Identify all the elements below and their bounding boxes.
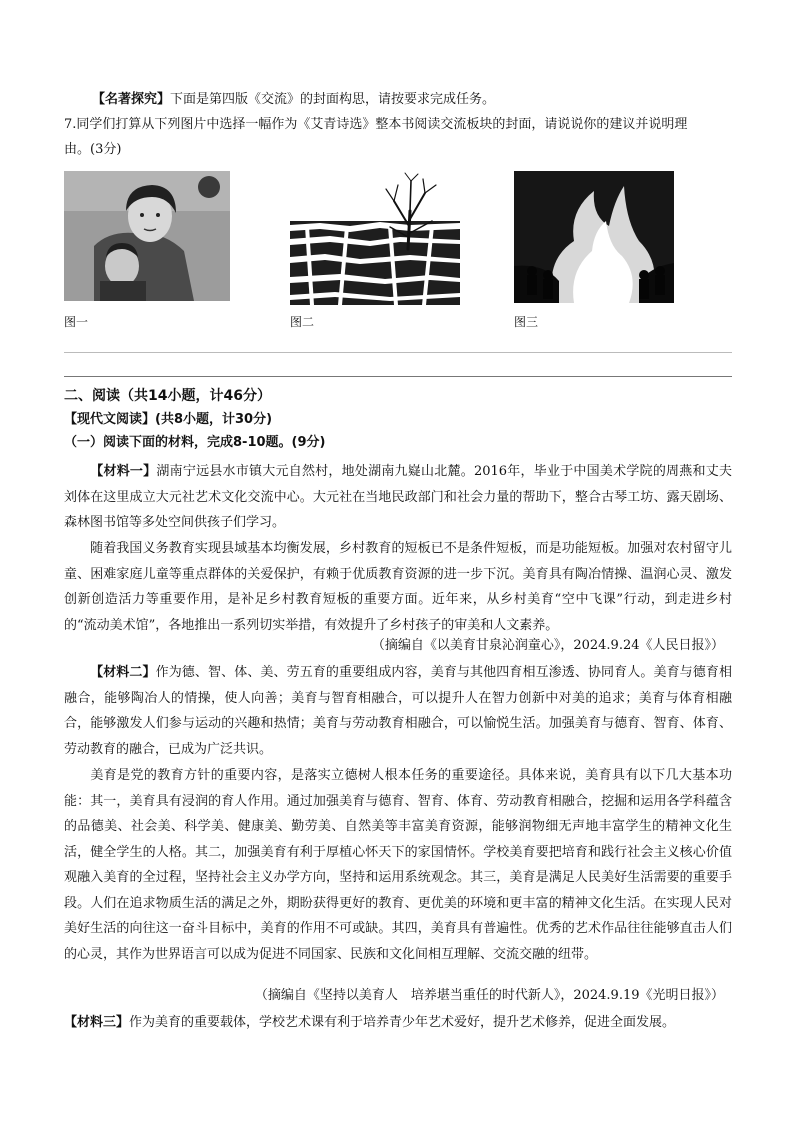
material-2-text-1: 作为德、智、体、美、劳五育的重要组成内容，美育与其他四育相互渗透、协同育人。美育与德育相融合，能够陶冶人的情操，使人向善；美育与智育相融合，可以提升人在智力创新中对美的追求；美育与体育相融合，能够激发人们参与运动的兴趣和热情；美育与劳动教育相融合，可以愉悦生活。加强美育与德育、智育、体育、劳动教育的融合，已成为广泛共识。 xyxy=(64,665,732,757)
q7-line-1: 7.同学们打算从下列图片中选择一幅作为《艾青诗选》整本书阅读交流板块的封面，请说说你的建议并说明理 xyxy=(64,117,688,132)
q7-line-2: 由。(3分) xyxy=(64,142,122,157)
section-title: 二、阅读（共14小题，计46分） xyxy=(64,388,271,404)
figure-2-image xyxy=(290,171,460,305)
material-3-paragraph-1 xyxy=(64,1010,732,1036)
q7-intro xyxy=(92,90,495,110)
figure-1-caption: 图一 xyxy=(64,315,89,329)
material-3-tag: 【材料三】 xyxy=(64,1015,130,1030)
figure-2-caption: 图二 xyxy=(290,315,315,329)
q7-intro-text: 下面是第四版《交流》的封面构思，请按要求完成任务。 xyxy=(170,92,496,107)
figure-3-image xyxy=(514,171,674,303)
part-1-heading: （一）阅读下面的材料，完成8-10题。(9分) xyxy=(64,435,326,450)
material-2-tag: 【材料二】 xyxy=(90,665,156,680)
material-1-paragraph-2 xyxy=(64,536,732,638)
material-1-text-1: 湖南宁远县水市镇大元自然村，地处湖南九嶷山北麓。2016年，毕业于中国美术学院的周燕和丈夫刘体在这里成立大元社艺术文化交流中心。大元社在当地民政部门和社会力量的帮助下，整合古琴工坊、露天剧场、森林图书馆等多处空间供孩子们学习。 xyxy=(64,464,732,530)
divider-1 xyxy=(64,352,732,353)
material-2-source: （摘编自《坚持以美育人 培养堪当重任的时代新人》，2024.9.19《光明日报》） xyxy=(254,988,724,1003)
q7-intro-tag: 【名著探究】 xyxy=(92,92,171,107)
figure-1-image xyxy=(64,171,230,301)
material-1-source: （摘编自《以美育甘泉沁润童心》，2024.9.24《人民日报》） xyxy=(371,638,724,653)
divider-2 xyxy=(64,376,732,377)
modern-reading-heading: 【现代文阅读】(共8小题，计30分) xyxy=(64,412,273,427)
material-1-tag: 【材料一】 xyxy=(90,464,157,479)
material-1-paragraph-1 xyxy=(64,459,732,536)
material-1-text-2: 随着我国义务教育实现县域基本均衡发展，乡村教育的短板已不是条件短板，而是功能短板。加强对农村留守儿童、困难家庭儿童等重点群体的关爱保护，有赖于优质教育资源的进一步下沉。美育具有陶冶情操、温润心灵、激发创新创造活力等重要作用，是补足乡村教育短板的重要方面。近年来，从乡村美育“空中飞课”行动，到走进乡村的“流动美术馆”，各地推出一系列切实举措，有效提升了乡村孩子的审美和人文素养。 xyxy=(64,541,732,633)
material-2-text-2: 美育是党的教育方针的重要内容，是落实立德树人根本任务的重要途径。具体来说，美育具有以下几大基本功能：其一，美育具有浸润的育人作用。通过加强美育与德育、智育、体育、劳动教育相融合，挖掘和运用各学科蕴含的品德美、社会美、科学美、健康美、勤劳美、自然美等丰富美育资源，能够润物细无声地丰富学生的精神文化生活，健全学生的人格。其二，加强美育有利于厚植心怀天下的家国情怀。学校美育要把培育和践行社会主义核心价值观融入美育的全过程，坚持社会主义办学方向，坚持和运用系统观念。其三，美育是满足人民美好生活需要的重要手段。人们在追求物质生活的满足之外，期盼获得更好的教育、更优美的环境和更丰富的精神文化生活。在实现人民对美好生活的向往这一奋斗目标中，美育的作用不可或缺。其四，美育具有普遍性。优秀的艺术作品往往能够直击人们的心灵，其作为世界语言可以成为促进不同国家、民族和文化间相互理解、交流交融的纽带。 xyxy=(64,768,732,962)
material-2-paragraph-1 xyxy=(64,660,732,762)
material-3-text-1: 作为美育的重要载体，学校艺术课有利于培养青少年艺术爱好，提升艺术修养，促进全面发展。 xyxy=(129,1015,676,1030)
figure-3-caption: 图三 xyxy=(514,315,539,329)
material-2-paragraph-2 xyxy=(64,763,732,967)
